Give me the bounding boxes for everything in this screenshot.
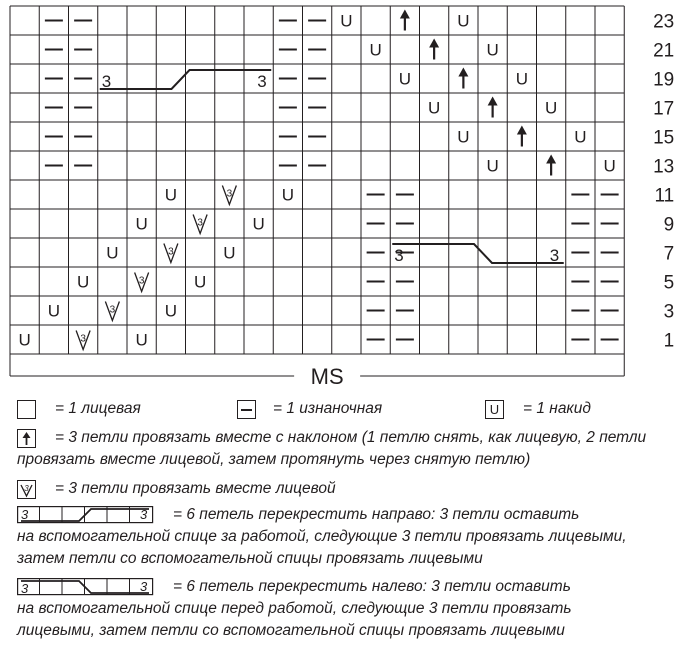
row-number: 9 xyxy=(663,214,675,236)
row-number: 23 xyxy=(653,11,675,33)
legend-knit xyxy=(17,398,677,420)
svg-text:3: 3 xyxy=(140,579,148,594)
row-number: 15 xyxy=(653,127,675,149)
legend-purl-text: = 1 изнаночная xyxy=(273,400,383,417)
cable-label-left: 3 xyxy=(394,246,404,265)
yarn-over-mark: U xyxy=(369,40,382,60)
k3tog-tbl-arrow-icon xyxy=(400,10,410,31)
k3tog-tbl-arrow-icon xyxy=(488,97,498,118)
yarn-over-mark: U xyxy=(457,11,470,31)
legend-k3tog xyxy=(17,478,677,500)
legend-cable-left-text-2: на вспомогательной спице перед работой, следующие 3 петли провязать xyxy=(17,600,572,617)
purl-stitch-icon xyxy=(237,400,256,419)
k3tog-mark xyxy=(105,302,119,321)
k3tog-tbl-arrow-icon xyxy=(517,126,527,147)
yarn-over-mark: U xyxy=(18,330,31,350)
yarn-over-mark: U xyxy=(135,214,148,234)
yarn-over-mark: U xyxy=(135,330,148,350)
svg-text:3: 3 xyxy=(109,304,116,316)
k3tog-mark xyxy=(193,215,207,234)
svg-text:3: 3 xyxy=(226,188,233,200)
legend-cable-left-text-3: лицевыми, затем петли со вспомогательной спицы провязать лицевыми xyxy=(17,622,565,639)
yarn-over-mark: U xyxy=(427,98,441,118)
yarn-over-mark: U xyxy=(47,301,61,321)
k3tog-mark xyxy=(222,186,236,205)
stitch-count-label: MS xyxy=(310,364,344,389)
row-number: 17 xyxy=(653,98,675,120)
row-number: 5 xyxy=(663,272,675,294)
k3tog-mark xyxy=(76,331,90,350)
legend-cable-right-text-3: затем петли со вспомогательной спицы провязать лицевыми xyxy=(17,550,483,567)
yarn-over-mark: U xyxy=(515,69,529,89)
row-number: 11 xyxy=(654,185,675,207)
k3tog-icon xyxy=(17,480,36,499)
yarn-over-mark: U xyxy=(457,127,470,147)
yarn-over-mark: U xyxy=(340,11,353,31)
k3tog-tbl-arrow-icon xyxy=(546,155,556,176)
legend-k3tog-tbl-text-1: = 3 петли провязать вместе с наклоном (1 петлю снять, как лицевую, 2 петли xyxy=(55,429,647,446)
legend-cable-right xyxy=(17,504,697,570)
cable-label-right: 3 xyxy=(257,72,267,91)
yarn-over-mark: U xyxy=(252,214,265,234)
legend-k3tog-text: = 3 петли провязать вместе лицевой xyxy=(55,480,336,497)
legend-cable-right-text-2: на вспомогательной спице за работой, следующие 3 петли провязать лицевыми, xyxy=(17,528,627,545)
legend-knit-text: = 1 лицевая xyxy=(55,400,141,417)
svg-text:3: 3 xyxy=(80,333,86,345)
row-number: 1 xyxy=(663,330,675,352)
yarn-over-mark: U xyxy=(398,69,412,89)
cable-right-icon xyxy=(17,506,153,523)
svg-text:3: 3 xyxy=(21,581,29,596)
yarn-over-icon: U xyxy=(485,400,504,419)
svg-text:3: 3 xyxy=(140,507,148,522)
legend-cable-left xyxy=(17,576,697,642)
row-number: 3 xyxy=(663,301,675,323)
arrow-up-icon xyxy=(17,429,36,448)
svg-text:3: 3 xyxy=(21,507,29,522)
yarn-over-mark: U xyxy=(164,301,178,321)
yarn-over-mark: U xyxy=(486,40,499,60)
k3tog-mark xyxy=(164,244,178,263)
yarn-over-mark: U xyxy=(164,185,178,205)
yarn-over-mark: U xyxy=(281,185,295,205)
yarn-over-mark: U xyxy=(603,156,616,176)
legend-cable-left-text-1: = 6 петель перекрестить налево: 3 петли оставить xyxy=(173,578,571,595)
yarn-over-mark: U xyxy=(76,272,90,292)
svg-text:3: 3 xyxy=(168,246,174,258)
yarn-over-mark: U xyxy=(193,272,207,292)
knit-stitch-icon xyxy=(17,400,36,419)
row-number: 19 xyxy=(653,69,675,91)
yarn-over-mark: U xyxy=(106,243,119,263)
legend-cable-right-text-1: = 6 петель перекрестить направо: 3 петли оставить xyxy=(173,506,580,523)
legend-yarn-over-text: = 1 накид xyxy=(523,400,591,417)
yarn-over-mark: U xyxy=(223,243,236,263)
k3tog-mark xyxy=(135,273,149,292)
legend-k3tog-tbl xyxy=(17,427,697,469)
legend-k3tog-tbl-text-2: провязать вместе лицевой, затем протянуть через снятую петлю) xyxy=(17,451,531,468)
row-number: 7 xyxy=(663,243,675,265)
cable-label-left: 3 xyxy=(101,72,112,91)
yarn-over-mark: U xyxy=(574,127,587,147)
svg-text:3: 3 xyxy=(138,275,145,287)
row-number: 21 xyxy=(653,40,675,62)
yarn-over-mark: U xyxy=(544,98,558,118)
k3tog-tbl-arrow-icon xyxy=(458,68,468,89)
cable-label-right: 3 xyxy=(549,246,560,265)
svg-text:3: 3 xyxy=(197,217,203,229)
yarn-over-mark: U xyxy=(486,156,499,176)
cable-left-icon xyxy=(17,578,153,595)
row-number: 13 xyxy=(653,156,675,178)
k3tog-tbl-arrow-icon xyxy=(429,39,439,60)
svg-text:3: 3 xyxy=(24,484,29,493)
